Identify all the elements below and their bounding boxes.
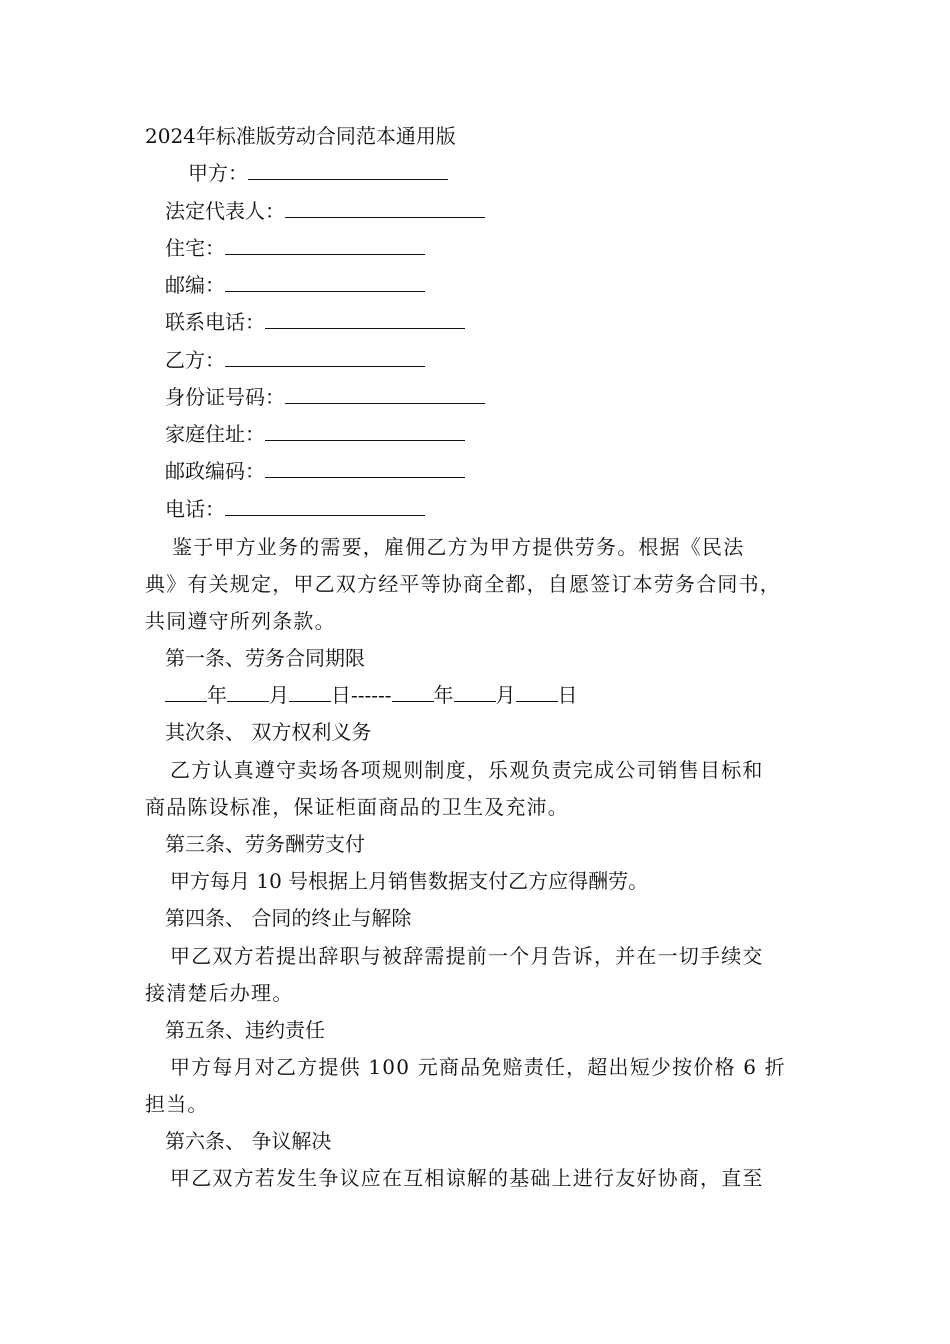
blank-line <box>265 459 465 478</box>
article-4-line-1: 甲乙双方若提出辞职与被辞需提前一个月告诉，并在一切手续交 <box>170 944 764 968</box>
field-label: 邮政编码： <box>165 459 265 483</box>
document-title: 2024年标准版劳动合同范本通用版 <box>145 124 456 148</box>
day-label: 日 <box>331 683 351 707</box>
article-2-line-1: 乙方认真遵守卖场各项规则制度，乐观负责完成公司销售目标和 <box>170 758 764 782</box>
field-contact-phone <box>165 310 465 334</box>
field-label: 身份证号码： <box>165 385 285 409</box>
blank-line <box>225 273 425 292</box>
blank-line <box>265 422 465 441</box>
field-legal-rep <box>165 199 485 223</box>
field-label: 乙方： <box>165 348 225 372</box>
field-postal-code <box>165 459 465 483</box>
article-3-line-1: 甲方每月 10 号根据上月销售数据支付乙方应得酬劳。 <box>170 869 649 893</box>
field-party-b <box>165 348 425 372</box>
blank-line <box>516 683 558 702</box>
article-3-title: 第三条、劳务酬劳支付 <box>165 832 365 856</box>
year-label: 年 <box>433 683 454 707</box>
article-5-line-1: 甲方每月对乙方提供 100 元商品免赔责任，超出短少按价格 6 折 <box>170 1055 786 1079</box>
field-label: 联系电话： <box>165 310 265 334</box>
field-id-number <box>165 385 485 409</box>
blank-line <box>265 310 465 329</box>
field-label: 邮编： <box>165 273 225 297</box>
field-label: 甲方： <box>188 161 248 185</box>
article-2-title: 其次条、 双方权利义务 <box>165 720 372 744</box>
blank-line <box>289 683 331 702</box>
field-label: 住宅： <box>165 236 225 260</box>
year-label: 年 <box>207 683 227 707</box>
blank-line <box>248 161 448 180</box>
day-label: 日 <box>557 683 578 707</box>
contract-period-line <box>165 683 578 707</box>
blank-line <box>227 683 269 702</box>
article-1-title: 第一条、劳务合同期限 <box>165 646 365 670</box>
blank-line <box>285 199 485 218</box>
article-4-title: 第四条、 合同的终止与解除 <box>165 906 412 930</box>
blank-line <box>225 497 425 516</box>
article-6-line-1: 甲乙双方若发生争议应在互相谅解的基础上进行友好协商，直至 <box>170 1166 764 1190</box>
intro-line-3: 共同遵守所列条款。 <box>145 609 336 633</box>
field-postcode <box>165 273 425 297</box>
article-5-title: 第五条、违约责任 <box>165 1018 325 1042</box>
intro-line-2: 典》有关规定，甲乙双方经平等协商全都，自愿签订本劳务合同书， <box>145 572 781 596</box>
article-2-line-2: 商品陈设标准，保证柜面商品的卫生及充沛。 <box>145 795 569 819</box>
blank-line <box>225 348 425 367</box>
field-home-address <box>165 422 465 446</box>
blank-line <box>392 683 434 702</box>
blank-line <box>225 236 425 255</box>
field-phone <box>165 497 425 521</box>
blank-line <box>285 385 485 404</box>
intro-line-1: 鉴于甲方业务的需要，雇佣乙方为甲方提供劳务。根据《民法 <box>172 535 745 559</box>
range-dash: ------ <box>351 683 392 707</box>
field-label: 电话： <box>165 497 225 521</box>
field-label: 家庭住址： <box>165 422 265 446</box>
month-label: 月 <box>495 683 516 707</box>
article-5-line-2: 担当。 <box>145 1092 209 1116</box>
field-label: 法定代表人： <box>165 199 285 223</box>
article-4-line-2: 接清楚后办理。 <box>145 981 294 1005</box>
blank-line <box>165 683 207 702</box>
month-label: 月 <box>269 683 289 707</box>
field-party-a <box>188 161 448 185</box>
blank-line <box>454 683 496 702</box>
field-residence <box>165 236 425 260</box>
article-6-title: 第六条、 争议解决 <box>165 1129 332 1153</box>
